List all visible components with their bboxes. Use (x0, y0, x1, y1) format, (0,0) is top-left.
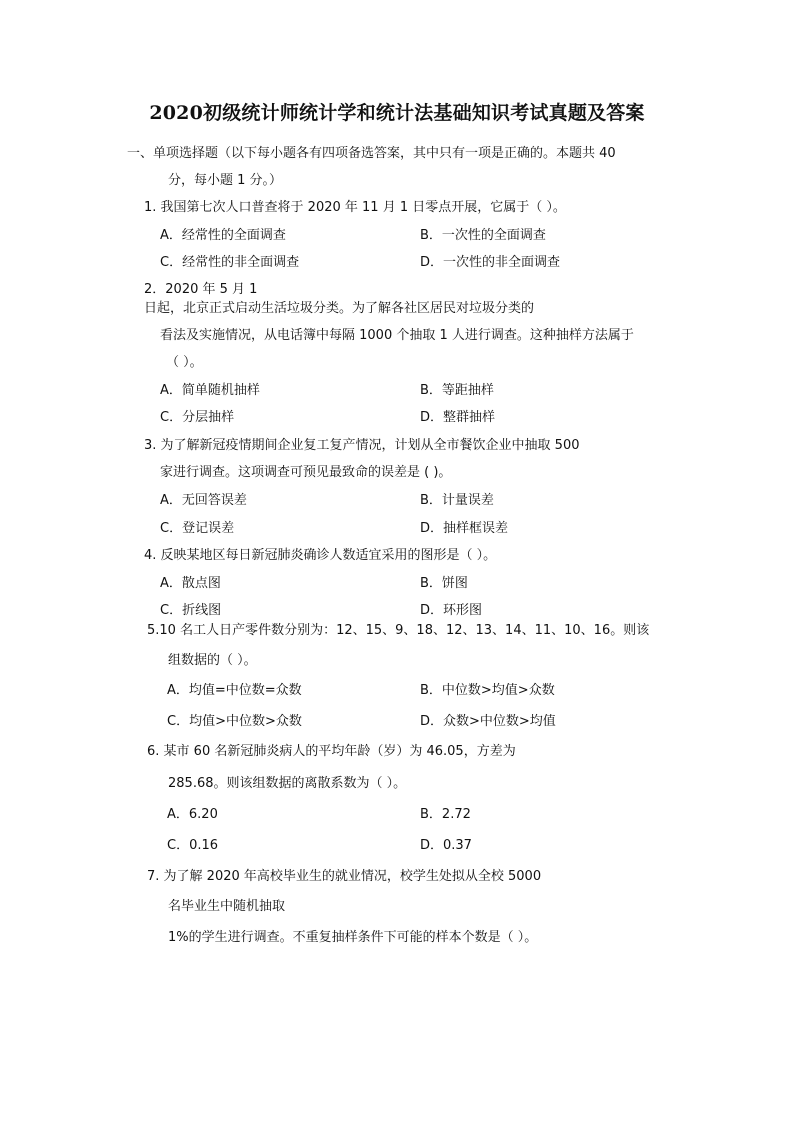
question-7-stem-2: 名毕业生中随机抽取 (168, 899, 286, 914)
question-4-option-d: D．环形图 (420, 603, 483, 618)
question-5-stem: 5.10 名工人日产零件数分别为：12、15、9、18、12、13、14、11、10、16。则该 (147, 623, 650, 638)
question-3-option-a: A．无回答误差 (160, 493, 247, 508)
question-2-option-a: A．简单随机抽样 (160, 383, 260, 398)
question-6-stem: 6. 某市 60 名新冠肺炎病人的平均年龄（岁）为 46.05，方差为 (147, 744, 516, 759)
question-2-option-c: C．分层抽样 (160, 410, 235, 425)
section-heading-cont: 分，每小题 1 分。） (168, 173, 283, 188)
question-3-option-b: B．计量误差 (420, 493, 494, 508)
question-3-option-d: D．抽样框误差 (420, 521, 509, 536)
question-1-stem: 1. 我国第七次人口普查将于 2020 年 11 月 1 日零点开展，它属于（ ）。 (144, 200, 566, 215)
question-6-option-a: A．6.20 (167, 807, 218, 822)
question-2-stem-2: 日起，北京正式启动生活垃圾分类。为了解各社区居民对垃圾分类的 (144, 301, 535, 316)
question-2-answer-blank: （ ）。 (166, 355, 203, 370)
question-2-stem: 2．2020 年 5 月 1 (144, 282, 258, 297)
question-7-stem: 7. 为了解 2020 年高校毕业生的就业情况，校学生处拟从全校 5000 (147, 869, 542, 884)
question-4-stem: 4. 反映某地区每日新冠肺炎确诊人数适宜采用的图形是（ ）。 (144, 548, 497, 563)
question-5-option-a: A．均值=中位数=众数 (167, 683, 302, 698)
question-6-stem-2: 285.68。则该组数据的离散系数为（ ）。 (168, 776, 407, 791)
question-2-option-b: B．等距抽样 (420, 383, 494, 398)
question-2-stem-3: 看法及实施情况，从电话簿中每隔 1000 个抽取 1 人进行调查。这种抽样方法属于 (160, 328, 634, 343)
question-6-option-d: D．0.37 (420, 838, 472, 853)
question-3-option-c: C．登记误差 (160, 521, 235, 536)
question-6-option-b: B．2.72 (420, 807, 471, 822)
question-4-option-b: B．饼图 (420, 576, 468, 591)
question-1-option-d: D．一次性的非全面调查 (420, 255, 561, 270)
question-4-option-c: C．折线图 (160, 603, 222, 618)
question-6-option-c: C．0.16 (167, 838, 219, 853)
question-2-option-d: D．整群抽样 (420, 410, 496, 425)
question-7-stem-3: 1%的学生进行调查。不重复抽样条件下可能的样本个数是（ ）。 (168, 930, 538, 945)
question-1-option-a: A．经常性的全面调查 (160, 228, 286, 243)
question-1-option-c: C．经常性的非全面调查 (160, 255, 300, 270)
question-1-option-b: B．一次性的全面调查 (420, 228, 546, 243)
page-title: 2020初级统计师统计学和统计法基础知识考试真题及答案 (149, 102, 645, 124)
question-3-stem-2: 家进行调查。这项调查可预见最致命的误差是 ( )。 (160, 465, 452, 480)
question-5-option-b: B．中位数>均值>众数 (420, 683, 555, 698)
question-5-option-c: C．均值>中位数>众数 (167, 714, 302, 729)
section-heading: 一、单项选择题（以下每小题各有四项备选答案，其中只有一项是正确的。本题共 40 (127, 146, 616, 161)
question-5-option-d: D．众数>中位数>均值 (420, 714, 556, 729)
question-5-stem-2: 组数据的（ ）。 (168, 653, 257, 668)
question-3-stem: 3. 为了解新冠疫情期间企业复工复产情况，计划从全市餐饮企业中抽取 500 (144, 438, 580, 453)
question-4-option-a: A．散点图 (160, 576, 221, 591)
